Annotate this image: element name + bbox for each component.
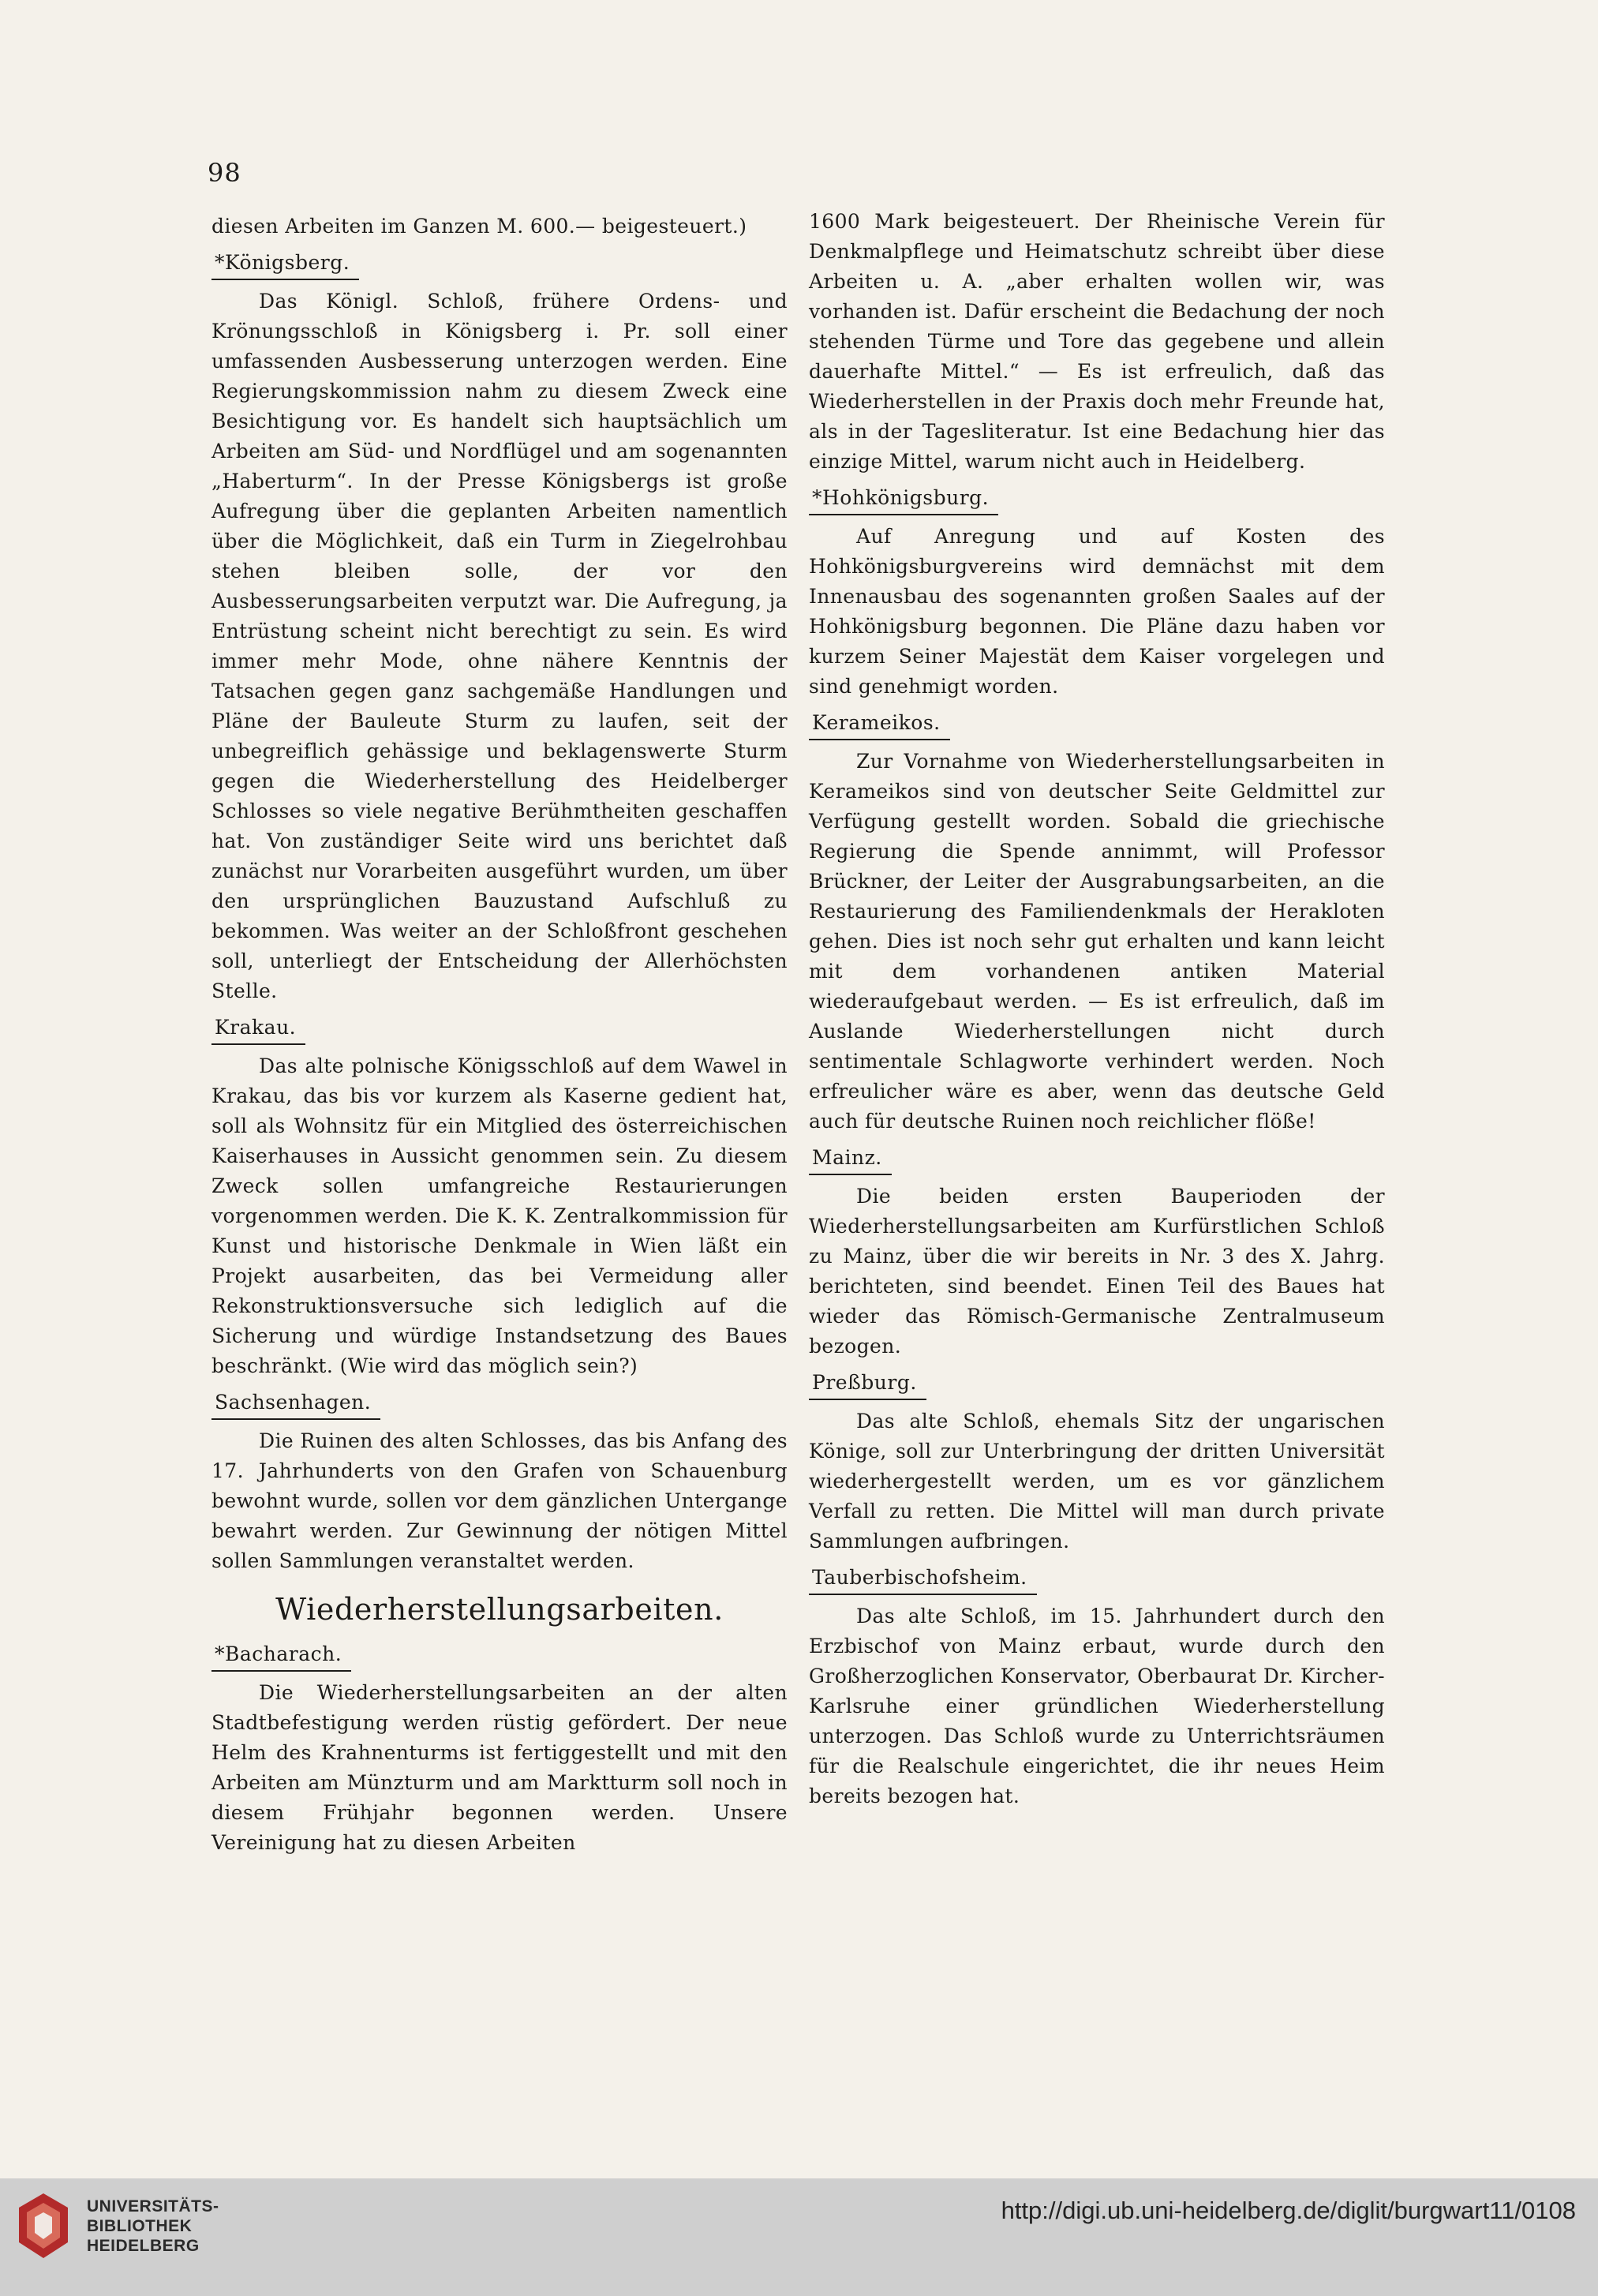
section-heading-row [211, 1381, 788, 1426]
paragraph: Die beiden ersten Bauperioden der Wiederherstellungsarbeiten am Kurfürstlichen Schloß zu Mainz, über die wir bereits in Nr. 3 des X. Jahrg. berichteten, sind beendet. Einen Teil des Baues hat wieder das Römisch-Germanische Zentralmuseum bezogen. [809, 1185, 1385, 1358]
section-heading-row [809, 1556, 1385, 1601]
section-heading: *Hohkönigsburg. [809, 485, 998, 515]
section-heading: Kerameikos. [809, 710, 950, 740]
section-title: Wiederherstellungsarbeiten. [275, 1592, 724, 1627]
section-heading: *Bacharach. [211, 1641, 351, 1672]
section-heading-row [211, 242, 788, 287]
paragraph: 1600 Mark beigesteuert. Der Rheinische Verein für Denkmalpflege und Heimatschutz schreibt über diese Arbeiten u. A. „aber erhalten wollen wir, was vorhanden ist. Dafür erscheint die Bedachung der noch stehenden Türme und Tore das gegebene und allein dauerhafte Mittel.“ — Es ist erfreulich, daß das Wiederherstellen in der Praxis doch mehr Freunde hat, als in der Tagesliteratur. Ist eine Bedachung hier das einzige Mittel, warum nicht auch in Heidelberg. [809, 210, 1385, 473]
section-heading-row [809, 477, 1385, 522]
section-heading: Tauberbischofsheim. [809, 1564, 1037, 1595]
section-heading-row [809, 1137, 1385, 1182]
section-heading: Preßburg. [809, 1369, 926, 1400]
page-number: 98 [208, 158, 241, 188]
library-name [87, 2197, 219, 2256]
left-column [211, 212, 788, 1858]
section-heading: Krakau. [211, 1014, 305, 1045]
section-heading-row [809, 702, 1385, 747]
paragraph: Das Königl. Schloß, frühere Ordens- und Krönungsschloß in Königsberg i. Pr. soll einer umfassenden Ausbesserung unterzogen werden. Eine Regierungskommission nahm zu diesem Zweck eine Besichtigung vor. Es handelt sich hauptsächlich um Arbeiten am Süd- und Nordflügel und am sogenannten „Haberturm“. In der Presse Königsbergs ist große Aufregung über die geplanten Arbeiten namentlich über die Möglichkeit, daß ein Turm in Ziegelrohbau stehen bleiben solle, der vor den Ausbesserungsarbeiten verputzt war. Die Aufregung, ja Entrüstung scheint nicht berechtigt zu sein. Es wird immer mehr Mode, ohne nähere Kenntnis der Tatsachen gegen ganz sachgemäße Handlungen und Pläne der Bauleute Sturm zu laufen, seit der unbegreiflich gehässige und beklagenswerte Sturm gegen die Wiederherstellung des Heidelberger Schlosses so viele negative Berühmtheiten geschaffen hat. Von zuständiger Seite wird uns berichtet daß zunächst nur Vorarbeiten ausgeführt wurden, um über den ursprünglichen Bauzustand Aufschluß zu bekommen. Was weiter an der Schloßfront geschehen soll, unterliegt der Entscheidung der Allerhöchsten Stelle. [211, 290, 788, 1002]
paragraph: Zur Vornahme von Wiederherstellungsarbeiten in Kerameikos sind von deutscher Seite Geldmittel zur Verfügung gestellt worden. Sobald die griechische Regierung die Spende annimmt, will Professor Brückner, der Leiter der Ausgrabungsarbeiten, an die Restaurierung des Familiendenkmals der Herakloten gehen. Dies ist noch sehr gut erhalten und kann leicht mit dem vorhandenen antiken Material wiederaufgebaut werden. — Es ist erfreulich, daß im Auslande Wiederherstellungen nicht durch sentimentale Schlagworte verhindert werden. Noch erfreulicher wäre es aber, wenn das deutsche Geld auch für deutsche Ruinen noch reichlicher flöße! [809, 750, 1385, 1133]
right-column [809, 207, 1385, 1811]
section-heading-row [809, 1361, 1385, 1406]
paragraph: Die Wiederherstellungsarbeiten an der alten Stadtbefestigung werden rüstig gefördert. Der neue Helm des Krahnenturms ist fertiggestellt und mit den Arbeiten am Münzturm und am Marktturm soll noch in diesem Frühjahr begonnen werden. Unsere Vereinigung hat zu diesen Arbeiten [211, 1681, 788, 1854]
paragraph: Das alte Schloß, ehemals Sitz der ungarischen Könige, soll zur Unterbringung der dritten Universität wiederhergestellt werden, um es vor gänzlichem Verfall zu retten. Die Mittel will man durch private Sammlungen aufbringen. [809, 1410, 1385, 1553]
library-name-line: UNIVERSITÄTS- [87, 2197, 219, 2215]
paragraph: Auf Anregung und auf Kosten des Hohkönigsburgvereins wird demnächst mit dem Innenausbau des sogenannten großen Saales auf der Hohkönigsburg begonnen. Die Pläne dazu haben vor kurzem Seiner Majestät dem Kaiser vorgelegen und sind genehmigt worden. [809, 525, 1385, 698]
paragraph: Die Ruinen des alten Schlosses, das bis Anfang des 17. Jahrhunderts von den Grafen von Schauenburg bewohnt wurde, sollen vor dem gänzlichen Untergange bewahrt werden. Zur Gewinnung der nötigen Mittel sollen Sammlungen veranstaltet werden. [211, 1429, 788, 1572]
section-heading: Sachsenhagen. [211, 1389, 380, 1420]
paragraph: diesen Arbeiten im Ganzen M. 600.— beigesteuert.) [211, 215, 747, 238]
library-name-line: HEIDELBERG [87, 2237, 200, 2255]
source-url-link[interactable]: http://digi.ub.uni-heidelberg.de/diglit/burgwart11/0108 [1001, 2197, 1576, 2224]
section-heading: Mainz. [809, 1144, 892, 1175]
section-heading-row [211, 1633, 788, 1678]
paragraph: Das alte Schloß, im 15. Jahrhundert durch den Erzbischof von Mainz erbaut, wurde durch den Großherzoglichen Konservator, Oberbaurat Dr. Kircher-Karlsruhe einer gründlichen Wiederherstellung unterzogen. Das Schloß wurde zu Unterrichtsräumen für die Realschule eingerichtet, die ihr neues Heim bereits bezogen hat. [809, 1605, 1385, 1807]
library-logo-icon [16, 2190, 71, 2261]
paragraph: Das alte polnische Königsschloß auf dem Wawel in Krakau, das bis vor kurzem als Kaserne gedient hat, soll als Wohnsitz für ein Mitglied des österreichischen Kaiserhauses in Aussicht genommen sein. Zu diesem Zweck sollen umfangreiche Restaurierungen vorgenommen werden. Die K. K. Zentralkommission für Kunst und historische Denkmale in Wien läßt ein Projekt ausarbeiten, das bei Vermeidung aller Rekonstruktionsversuche sich lediglich auf die Sicherung und würdige Instandsetzung des Baues beschränkt. (Wie wird das möglich sein?) [211, 1054, 788, 1377]
section-heading: *Königsberg. [211, 249, 359, 280]
section-heading-row [211, 1006, 788, 1051]
library-name-line: BIBLIOTHEK [87, 2217, 193, 2235]
